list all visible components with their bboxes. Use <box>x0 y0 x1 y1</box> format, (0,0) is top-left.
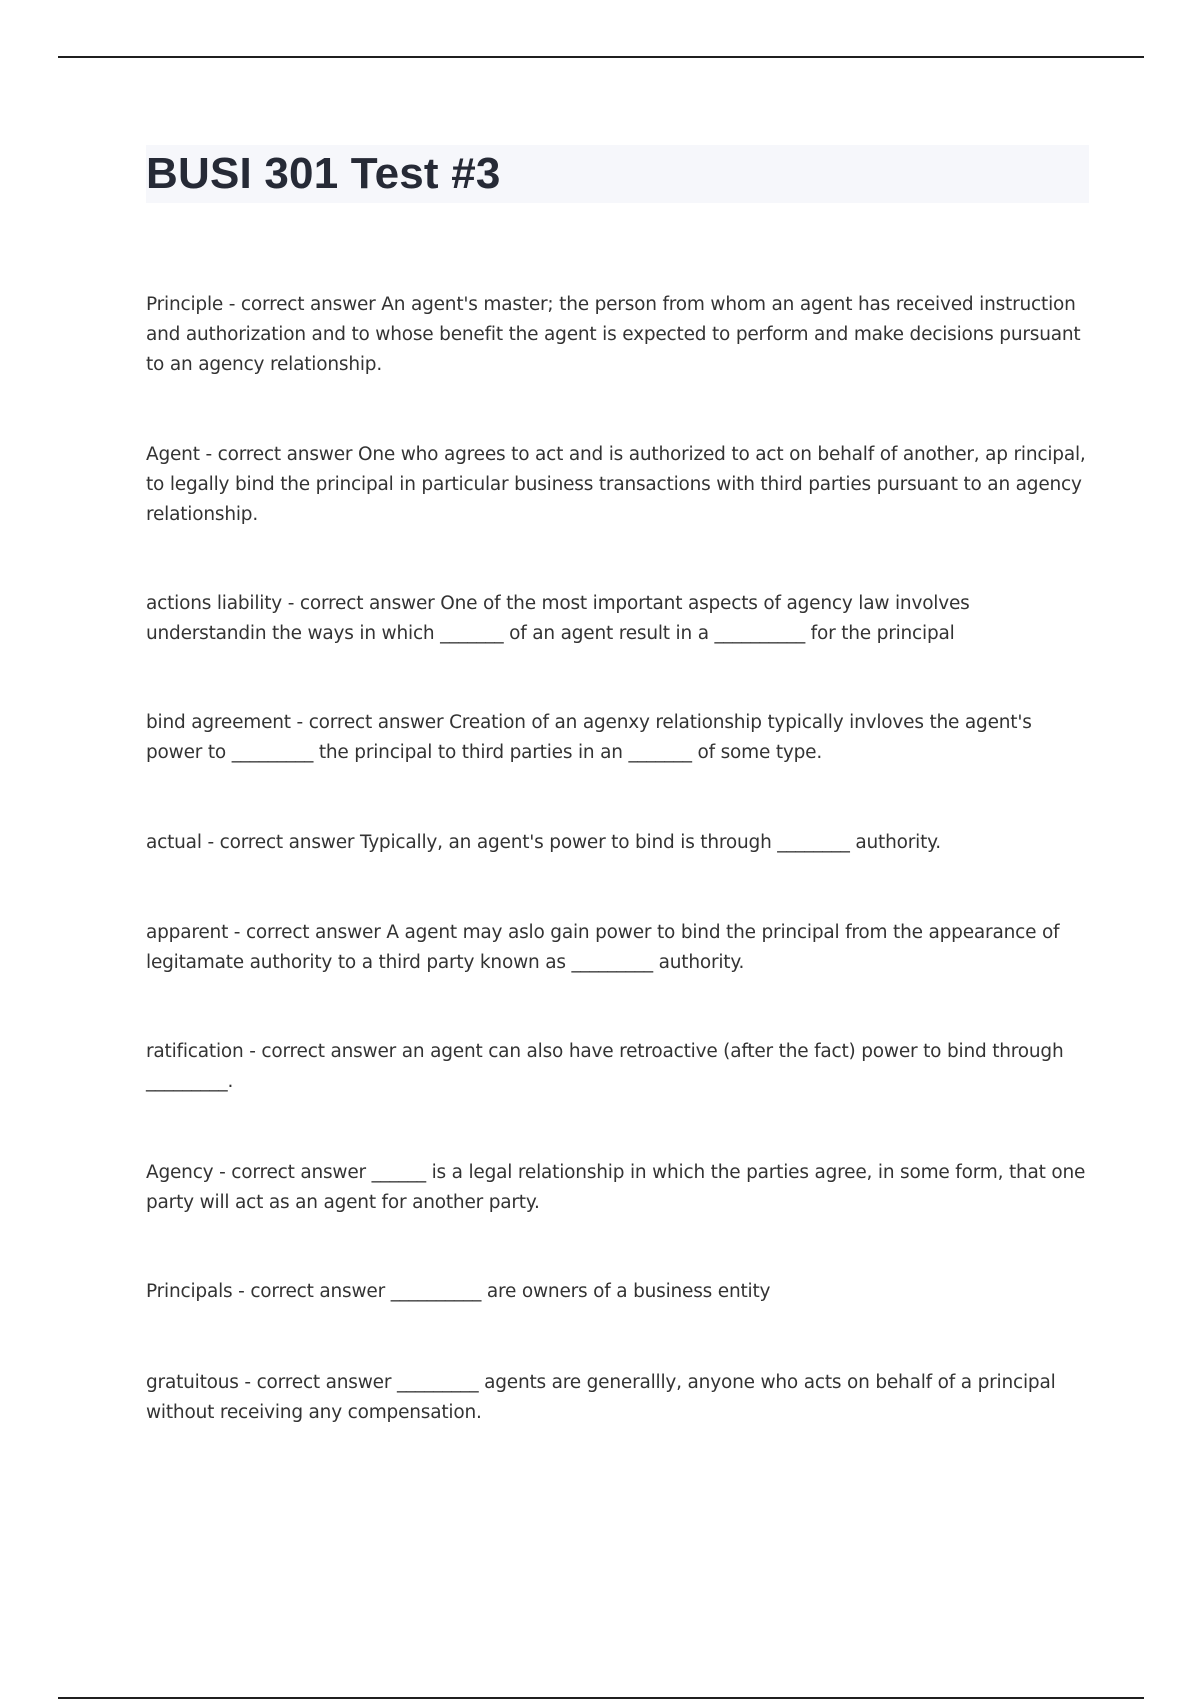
qa-answer: A agent may aslo gain power to bind the principal from the appearance of legitamate authority to a third party known as _________ authority. <box>146 922 1060 973</box>
qa-item <box>146 1277 1086 1307</box>
qa-term: gratuitous <box>146 1372 239 1393</box>
qa-term: actions liability <box>146 593 283 614</box>
qa-answer: Creation of an agenxy relationship typically invloves the agent's power to _________ the principal to third parties in an _______ of some type. <box>146 712 1032 763</box>
qa-separator: - correct answer <box>213 1162 372 1183</box>
qa-item <box>146 440 1086 530</box>
qa-answer: One of the most important aspects of agency law involves understandin the ways in which _______ of an agent result in a __________ for the principal <box>146 593 970 644</box>
qa-separator: - correct answer <box>238 1372 397 1393</box>
qa-term: apparent <box>146 922 229 943</box>
qa-separator: - correct answer <box>199 444 358 465</box>
qa-separator: - correct answer <box>243 1041 402 1062</box>
qa-separator: - correct answer <box>290 712 450 733</box>
qa-item <box>146 708 1086 768</box>
qa-item <box>146 1158 1086 1218</box>
qa-answer: Typically, an agent's power to bind is through ________ authority. <box>359 832 941 853</box>
qa-item <box>146 828 1086 858</box>
qa-answer: One who agrees to act and is authorized to act on behalf of another, ap rincipal, to legally bind the principal in particular business transactions with third parties pursuant to an agency relationship. <box>146 444 1086 525</box>
qa-item <box>146 1037 1086 1097</box>
qa-item <box>146 918 1086 978</box>
qa-term: actual <box>146 832 202 853</box>
qa-item <box>146 589 1086 649</box>
qa-item <box>146 1368 1086 1428</box>
qa-separator: - correct answer <box>232 1281 391 1302</box>
qa-term: Principle <box>146 294 224 315</box>
qa-separator: - correct answer <box>282 593 441 614</box>
qa-answer: an agent can also have retroactive (after the fact) power to bind through _________. <box>146 1041 1064 1092</box>
qa-separator: - correct answer <box>223 294 382 315</box>
qa-term: ratification <box>146 1041 244 1062</box>
qa-answer: An agent's master; the person from whom an agent has received instruction and authorization and to whose benefit the agent is expected to perform and make decisions pursuant to an agency relationship. <box>146 294 1081 375</box>
qa-term: Agency <box>146 1162 214 1183</box>
qa-term: Principals <box>146 1281 233 1302</box>
qa-answer: _________ agents are generallly, anyone who acts on behalf of a principal without receiving any compensation. <box>146 1372 1056 1423</box>
qa-item <box>146 290 1086 380</box>
qa-term: bind agreement <box>146 712 291 733</box>
top-rule <box>58 56 1144 58</box>
qa-answer: ______ is a legal relationship in which the parties agree, in some form, that one party will act as an agent for another party. <box>146 1162 1086 1213</box>
qa-separator: - correct answer <box>201 832 360 853</box>
qa-answer: __________ are owners of a business entity <box>390 1281 771 1302</box>
bottom-rule <box>58 1697 1144 1699</box>
qa-term: Agent <box>146 444 200 465</box>
qa-separator: - correct answer <box>228 922 387 943</box>
document-title: BUSI 301 Test #3 <box>146 149 501 198</box>
